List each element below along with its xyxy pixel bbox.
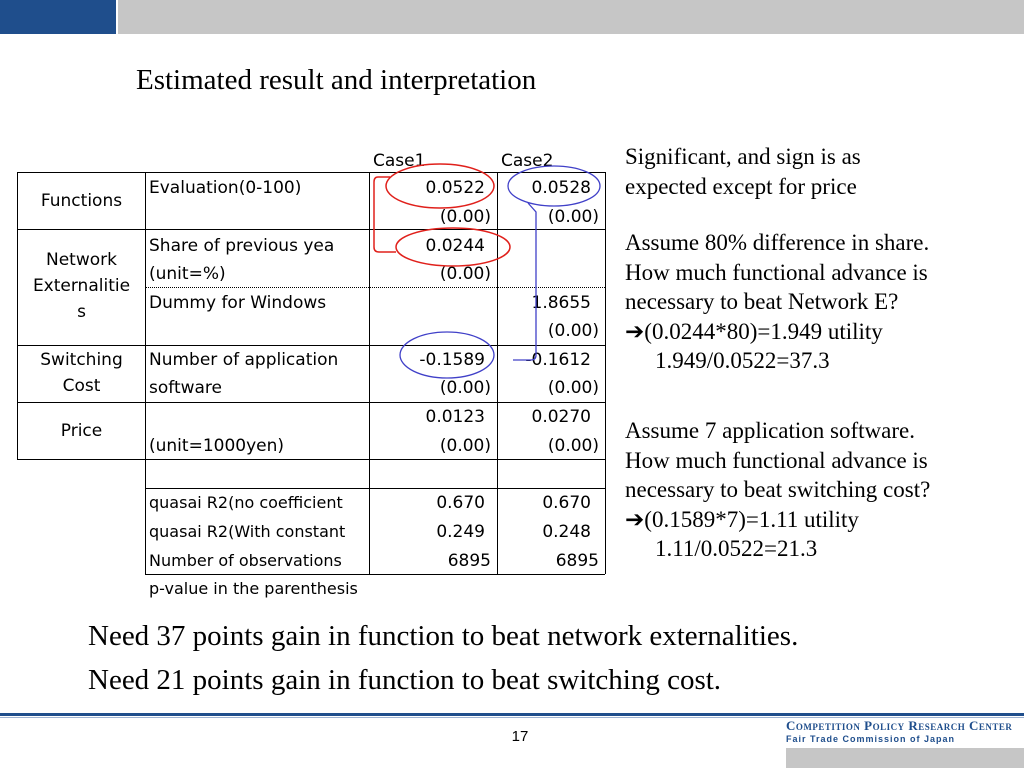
- note-network-line4: ➔(0.0244*80)=1.949 utility: [625, 318, 883, 344]
- blue-connector: [513, 203, 536, 360]
- conclusion-network: Need 37 points gain in function to beat network externalities.: [88, 620, 799, 652]
- org-logo-agency: Fair Trade Commission of Japan: [786, 734, 956, 744]
- note-switching-line4: ➔(0.1589*7)=1.11 utility: [625, 506, 859, 532]
- var-share-line1: Share of previous yea: [149, 236, 335, 256]
- note-switching-line2: How much functional advance is: [625, 447, 928, 473]
- var-evaluation: Evaluation(0-100): [149, 178, 302, 198]
- col-header-case1: Case1: [373, 151, 426, 171]
- case2-eval-p: (0.00): [547, 207, 599, 227]
- case2-dummy-p: (0.00): [547, 321, 599, 341]
- col-header-case2: Case2: [501, 151, 554, 171]
- group-network-line1: Network: [46, 250, 117, 270]
- note-significance-line2: expected except for price: [625, 173, 857, 199]
- var-share-line2: (unit=%): [149, 264, 226, 284]
- arrow-right-icon: ➔: [625, 506, 645, 532]
- group-network-line3: s: [77, 302, 86, 322]
- note-switching: [625, 416, 930, 564]
- case1-price-p: (0.00): [439, 436, 491, 456]
- case1-r2-no-const: 0.670: [436, 493, 485, 513]
- group-price: Price: [60, 421, 103, 441]
- red-connector: [374, 177, 396, 252]
- case2-apps: -0.1612: [525, 350, 591, 370]
- stat-r2-no-const: quasai R2(no coefficient: [149, 493, 343, 512]
- case1-r2-const: 0.249: [436, 522, 485, 542]
- note-switching-line3: necessary to beat switching cost?: [625, 477, 931, 502]
- group-switching-line1: Switching: [40, 350, 123, 370]
- group-network-line2: Externalitie: [32, 276, 131, 296]
- case2-apps-p: (0.00): [547, 378, 599, 398]
- note-switching-line1: Assume 7 application software.: [625, 418, 915, 443]
- case2-r2-no-const: 0.670: [542, 493, 591, 513]
- var-apps-line1: Number of application: [149, 350, 339, 370]
- group-functions: Functions: [40, 191, 123, 211]
- blue-circle-apps: [400, 332, 494, 378]
- page-number: 17: [511, 728, 529, 745]
- case2-nobs: 6895: [555, 551, 599, 571]
- case2-price-p: (0.00): [547, 436, 599, 456]
- stat-r2-const: quasai R2(With constant: [149, 522, 346, 541]
- case2-eval: 0.0528: [531, 178, 591, 198]
- note-significance-line1: Significant, and sign is as: [625, 144, 861, 169]
- var-apps-line2: software: [149, 378, 223, 398]
- note-significance: [625, 142, 861, 201]
- footer-bar: [786, 748, 1024, 768]
- case2-price: 0.0270: [531, 407, 591, 427]
- note-switching-line5: 1.11/0.0522=21.3: [655, 536, 818, 561]
- var-dummy: Dummy for Windows: [149, 293, 327, 313]
- note-network-line1: Assume 80% difference in share.: [625, 230, 930, 255]
- table-note: p-value in the parenthesis: [149, 579, 358, 598]
- stat-nobs: Number of observations: [149, 551, 342, 570]
- group-switching-line2: Cost: [62, 376, 101, 396]
- case2-dummy: 1.8655: [531, 293, 591, 313]
- case1-eval-p: (0.00): [439, 207, 491, 227]
- case1-share: 0.0244: [425, 236, 485, 256]
- blue-circle-eval: [508, 166, 600, 206]
- case1-price: 0.0123: [425, 407, 485, 427]
- note-network: [625, 228, 929, 376]
- note-network-line2: How much functional advance is: [625, 259, 928, 285]
- org-logo-name: Competition Policy Research Center: [786, 718, 1013, 733]
- slide-title: Estimated result and interpretation: [136, 64, 537, 96]
- note-network-line5: 1.949/0.0522=37.3: [655, 348, 830, 373]
- footer-rule: [0, 713, 1024, 716]
- note-network-line3: necessary to beat Network E?: [625, 289, 899, 314]
- case2-r2-const: 0.248: [542, 522, 591, 542]
- red-circle-share: [396, 228, 510, 266]
- case1-nobs: 6895: [447, 551, 491, 571]
- red-circle-eval: [386, 164, 494, 208]
- case1-share-p: (0.00): [439, 264, 491, 284]
- var-price-unit: (unit=1000yen): [149, 436, 285, 456]
- case1-eval: 0.0522: [425, 178, 485, 198]
- arrow-right-icon: ➔: [625, 318, 645, 344]
- case1-apps: -0.1589: [419, 350, 485, 370]
- case1-apps-p: (0.00): [439, 378, 491, 398]
- conclusion-switching: Need 21 points gain in function to beat switching cost.: [88, 664, 722, 696]
